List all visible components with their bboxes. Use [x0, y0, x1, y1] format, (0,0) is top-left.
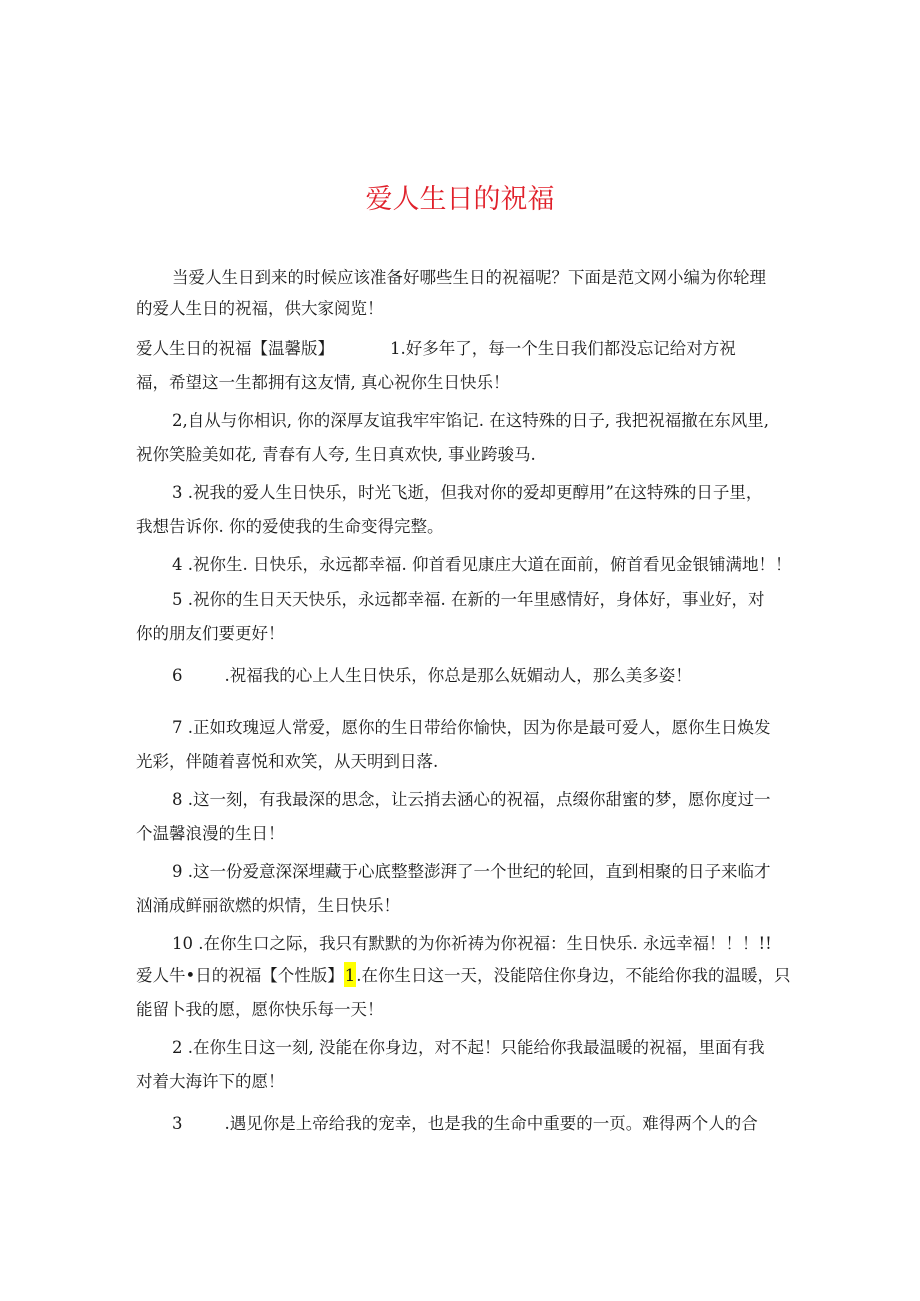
- page-title: 爱人生日的祝福: [365, 184, 555, 215]
- text-span: .在你生日这一天，没能陪住你身边，不能给你我的温暖，只: [356, 966, 791, 985]
- text-line: [136, 822, 285, 846]
- text-line: [136, 1070, 285, 1094]
- text-line: [136, 371, 510, 395]
- section-heading-personal: 爱人牛•日的祝福【个性版】: [136, 966, 344, 985]
- text-line: [172, 481, 762, 505]
- text-span: 我想告诉你. 你的爱使我的生命变得完整。: [136, 517, 444, 536]
- text-line: [172, 588, 764, 612]
- text-line: [136, 894, 400, 918]
- text-span: 你的朋友们要更好！: [136, 624, 285, 643]
- item-number: 3: [172, 1114, 183, 1133]
- text-line: [172, 266, 766, 290]
- text-span: 福，希望这一生都拥有这友情, 真心祝你生日快乐！: [136, 373, 510, 392]
- text-line: [136, 998, 384, 1022]
- text-line: [172, 788, 771, 812]
- text-span: 光彩，伴随着喜悦和欢笑，从天明到日落.: [136, 752, 439, 771]
- section-heading-warm: 爱人生日的祝福【温馨版】: [136, 339, 334, 358]
- item-number: 6: [172, 666, 183, 685]
- text-line: [172, 553, 791, 577]
- text-span: 的爱人生日的祝福，供大家阅览！: [136, 299, 384, 318]
- text-span: 祝你笑脸美如花, 青春有人夸, 生日真欢快, 事业跨骏马.: [136, 445, 536, 464]
- text-line: [172, 716, 771, 740]
- text-line: [136, 622, 285, 646]
- text-span: 个温馨浪漫的生日！: [136, 824, 285, 843]
- text-line: [172, 1036, 764, 1060]
- text-line: [136, 297, 384, 321]
- section-heading-line: [136, 337, 736, 361]
- text-line: [136, 443, 536, 467]
- text-span: 对着大海许下的愿！: [136, 1072, 285, 1091]
- text-span: 2,自从与你相识, 你的深厚友谊我牢牢馅记. 在这特殊的日子, 我把祝福撤在东风里,: [172, 411, 769, 430]
- text-span: .祝福我的心上人生日快乐，你总是那么妩媚动人，那么美多姿！: [224, 666, 692, 685]
- text-line: [136, 750, 438, 774]
- text-span: 1.好多年了，每一个生日我们都没忘记给对方祝: [390, 339, 736, 358]
- text-line: [172, 932, 772, 956]
- text-span: 7 .正如玫瑰逗人常爱，愿你的生日带给你愉快，因为你是最可爱人，愿你生日焕发: [172, 718, 771, 737]
- text-span: 2 .在你生日这一刻, 没能在你身边，对不起！只能给你我最温暖的祝福，里面有我: [172, 1038, 765, 1057]
- text-span: 能留卜我的愿，愿你快乐每一天！: [136, 1000, 384, 1019]
- text-span: 3 .祝我的爱人生日快乐，时光飞逝，但我对你的爱却更醇用”在这特殊的日子里，: [172, 483, 763, 502]
- text-span: 9 .这一份爱意深深埋藏于心底整整澎湃了一个世纪的轮回，直到相聚的日子来临才: [172, 862, 771, 881]
- text-span: 5 .祝你的生日天天快乐，永远都幸福. 在新的一年里感情好，身体好，事业好，对: [172, 590, 765, 609]
- text-line: [172, 860, 771, 884]
- text-line: [172, 409, 769, 433]
- text-span: 10 .在你生口之际，我只有默默的为你祈祷为你祝福：生日快乐. 永远幸福！！！!!: [172, 934, 772, 953]
- text-line: [136, 515, 444, 539]
- text-line: [172, 1112, 758, 1136]
- section-heading-line: [136, 964, 790, 988]
- text-span: 当爱人生日到来的时候应该准备好哪些生日的祝福呢？下面是范文网小编为你轮理: [172, 268, 766, 287]
- text-span: 汹涌成鲜丽欲燃的炽情，生日快乐！: [136, 896, 400, 915]
- text-line: [172, 664, 692, 688]
- text-span: .遇见你是上帝给我的宠幸，也是我的生命中重要的一页。难得两个人的合: [224, 1114, 758, 1133]
- text-span: 4 .祝你生. 日快乐，永远都幸福. 仰首看见康庄大道在面前，俯首看见金银铺满地！！: [172, 555, 792, 574]
- text-span: 8 .这一刻，有我最深的思念，让云捎去涵心的祝福，点缀你甜蜜的梦，愿你度过一: [172, 790, 771, 809]
- highlighted-number: 1: [344, 962, 357, 987]
